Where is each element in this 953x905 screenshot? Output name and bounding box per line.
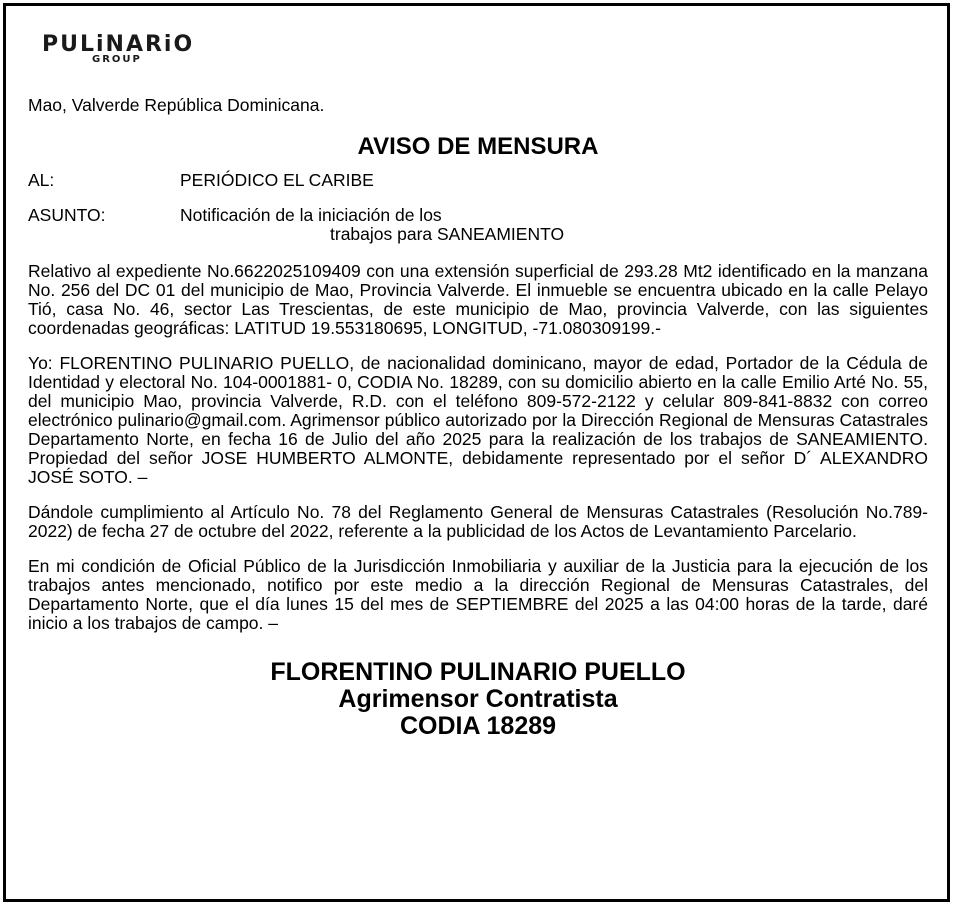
- subject-row: [28, 206, 928, 246]
- subject-label: ASUNTO:: [28, 205, 106, 225]
- recipient-label: AL:: [28, 170, 55, 190]
- paragraph-regulation: Dándole cumplimiento al Artículo No. 78 del Reglamento General de Mensuras Catastrales (Resolución No.789-2022) de fecha 27 de octubre del 2022, referente a la publicidad de los Actos de Levantamiento Parcelario.: [28, 502, 928, 541]
- logo-subtitle: GROUP: [92, 54, 142, 65]
- notice-frame: [3, 3, 950, 902]
- paragraph-schedule: En mi condición de Oficial Público de la Jurisdicción Inmobiliaria y auxiliar de la Justicia para la ejecución de los trabajos antes mencionado, notifico por este medio a la dirección Regional de Mensuras Catastrales, del Departamento Norte, que el día lunes 15 del mes de SEPTIEMBRE del 2025 a las 04:00 horas de la tarde, daré inicio a los trabajos de campo. –: [28, 556, 928, 633]
- subject-line-2: trabajos para SANEAMIENTO: [330, 224, 565, 244]
- place-line: Mao, Valverde República Dominicana.: [28, 95, 325, 115]
- paragraph-property: Relativo al expediente No.6622025109409 con una extensión superficial de 293.28 Mt2 identificado en la manzana No. 256 del DC 01 del municipio de Mao, Provincia Valverde. El inmueble se encuentra ubicado en la calle Pelayo Tió, casa No. 46, sector Las Trescientas, de este municipio de Mao, provincia Valverde, con las siguientes coordenadas geográficas: LATITUD 19.553180695, LONGITUD, -71.080309199.-: [28, 261, 928, 338]
- signature-codia: CODIA 18289: [399, 712, 557, 740]
- signature-block: [28, 659, 928, 740]
- signature-name: FLORENTINO PULINARIO PUELLO: [270, 658, 686, 686]
- notice-title: AVISO DE MENSURA: [357, 133, 599, 160]
- notice-body: [28, 96, 928, 740]
- logo-wordmark: PULiNARiO: [42, 32, 195, 57]
- subject-line-1: Notificación de la iniciación de los: [180, 205, 442, 225]
- paragraph-surveyor: Yo: FLORENTINO PULINARIO PUELLO, de nacionalidad dominicano, mayor de edad, Portador de la Cédula de Identidad y electoral No. 104-0001881- 0, CODIA No. 18289, con su domicilio abierto en la calle Emilio Arté No. 55, del municipio Mao, provincia Valverde, R.D. con el teléfono 809-572-2122 y celular 809-841-8832 con correo electrónico pulinario@gmail.com. Agrimensor público autorizado por la Dirección Regional de Mensuras Catastrales Departamento Norte, en fecha 16 de Julio del año 2025 para la realización de los trabajos de SANEAMIENTO. Propiedad del señor JOSE HUMBERTO ALMONTE, debidamente representado por el señor D´ ALEXANDRO JOSÉ SOTO. –: [28, 353, 928, 487]
- signature-role: Agrimensor Contratista: [338, 685, 618, 713]
- company-logo: [42, 32, 232, 72]
- recipient-row: [28, 171, 928, 190]
- recipient-value: PERIÓDICO EL CARIBE: [180, 170, 374, 190]
